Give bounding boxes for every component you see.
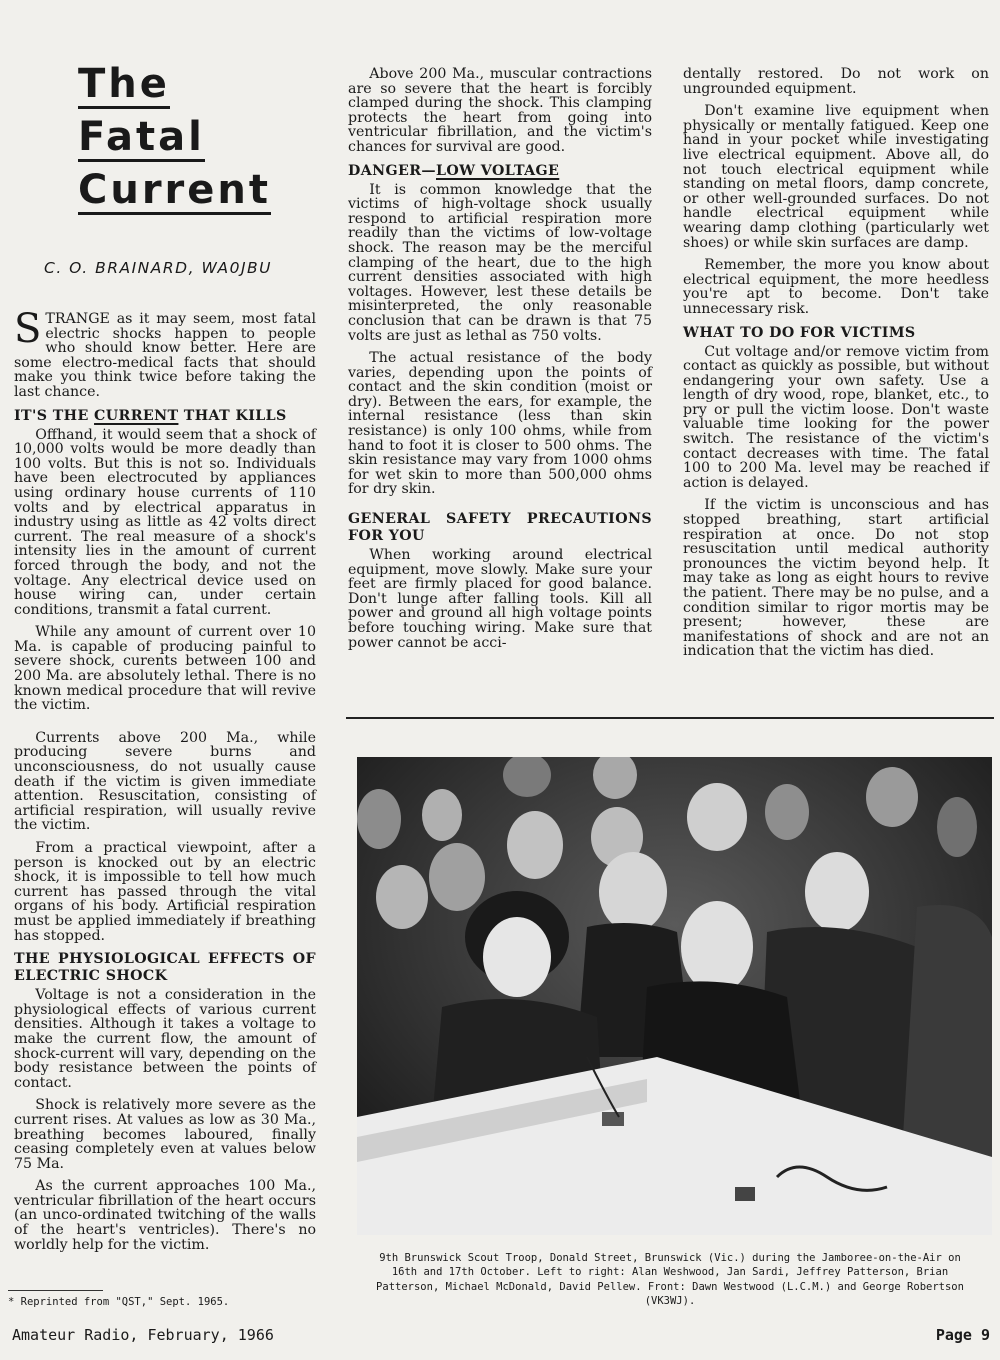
paragraph: Voltage is not a consideration in the physiological effects of various current densities. Although it takes a voltage to make the current flow, the amount of shock-current will vary, depending on the body resistance between the points of contact. — [14, 987, 316, 1091]
footnote-rule — [8, 1290, 103, 1291]
paragraph: dentally restored. Do not work on ungrounded equipment. — [683, 66, 989, 97]
paragraph: Offhand, it would seem that a shock of 10,000 volts would be more deadly than 100 volts. But this is not so. Individuals have been electrocuted by appliances using ordinary house currents of 110 volts and by electrical apparatus in industry using as little as 42 volts direct current. The real measure of a shock's intensity lies in the amount of current forced through the body, and not the voltage. Any electrical device used on house wiring can, under certain conditions, transmit a fatal current. — [14, 426, 316, 618]
paragraph: When working around electrical equipment, move slowly. Make sure your feet are firmly placed for good balance. Don't lunge after falling tools. Kill all power and ground all high voltage points before touching wiring. Make sure that power cannot be acci- — [348, 547, 652, 651]
title-line-3: Current — [78, 167, 272, 213]
paragraph: Don't examine live equipment when physically or mentally fatigued. Keep one hand in your pocket while investigating live electrical equipment. Above all, do not touch electrical equipment while standing on metal floors, damp concrete, or other well-grounded surfaces. Do not handle electrical equipment while wearing damp clothing (particularly wet shoes) or while skin surfaces are damp. — [683, 103, 989, 251]
column-1 — [14, 306, 316, 1260]
heading-what-to-do: WHAT TO DO FOR VICTIMS — [683, 324, 916, 341]
column-3 — [683, 67, 989, 667]
paragraph: Currents above 200 Ma., while producing severe burns and unconsciousness, do not usually cause death if the victim is given immediate attention. Resuscitation, consisting of artificial respiration, will usually revive the victim. — [14, 729, 316, 834]
paragraph: Remember, the more you know about electrical equipment, the more heedless you're apt to become. Don't take unnecessary risk. — [683, 257, 989, 317]
footnote: * Reprinted from "QST," Sept. 1965. — [8, 1296, 230, 1308]
footer-page-number: Page 9 — [935, 1326, 990, 1344]
paragraph: While any amount of current over 10 Ma. is capable of producing painful to severe shock, curents between 100 and 200 Ma. are absolutely lethal. There is no known medical procedure that will revive the victim. — [14, 624, 316, 714]
title-line-2: Fatal — [78, 114, 205, 160]
footer-publication: Amateur Radio, February, 1966 — [12, 1326, 274, 1344]
heading-safety-precautions: GENERAL SAFETY PRECAUTIONS FOR YOU — [348, 511, 652, 545]
photo-caption: 9th Brunswick Scout Troop, Donald Street, Brunswick (Vic.) during the Jamboree-on-the-Air on 16th and 17th October. Left to right: Alan Weshwood, Jan Sardi, Jeffrey Patterson, Brian Patterson, Michael McDonald, David Pellew. Front: Dawn Westwood (L.C.M.) and George Robertson (VK3WJ). — [376, 1252, 964, 1308]
paragraph: Shock is relatively more severe as the current rises. At values as low as 30 Ma., breathing becomes laboured, finally ceasing completely even at values below 75 Ma. — [14, 1097, 316, 1172]
paragraph: Cut voltage and/or remove victim from contact as quickly as possible, but without endangering your own safety. Use a length of dry wood, rope, blanket, etc., to pry or pull the victim loose. Don't waste valuable time looking for the power switch. The resistance of the victim's contact decreases with time. The fatal 100 to 200 Ma. level may be reached if action is delayed. — [683, 343, 989, 491]
paragraph: It is common knowledge that the victims of high-voltage shock usually respond to artificial respiration more readily than the victims of low-voltage shock. The reason may be the merciful clamping of the heart, due to the high current densities associated with high voltages. However, lest these details be misinterpreted, the only reasonable conclusion that can be drawn is that 75 volts are just as lethal as 750 volts. — [348, 181, 652, 344]
heading-physiological-effects: THE PHYSIOLOGICAL EFFECTS OF ELECTRIC SHOCK — [14, 951, 316, 985]
drop-cap: S — [14, 306, 42, 352]
article-title — [78, 62, 278, 215]
paragraph: The actual resistance of the body varies, depending upon the points of contact and the skin condition (moist or dry). Between the ears, for example, the internal resistance (less than skin resistance) is only 100 ohms, while from hand to foot it is closer to 500 ohms. The skin resistance may vary from 1000 ohms for wet skin to more than 500,000 ohms for dry skin. — [348, 350, 652, 498]
paragraph: If the victim is unconscious and has stopped breathing, start artificial respiration at once. Do not stop resuscitation until medical authority pronounces the victim beyond help. It may take as long as eight hours to revive the patient. There may be no pulse, and a condition similar to rigor mortis may be present; however, these are manifestations of shock and are not an indication that the victim has died. — [683, 497, 989, 660]
title-line-1: The — [78, 61, 170, 107]
paragraph: From a practical viewpoint, after a person is knocked out by an electric shock, it is impossible to tell how much current has passed through the vital organs of his body. Artificial respiration must be applied immediately if breathing has stopped. — [14, 840, 316, 944]
scout-troop-photo — [357, 757, 992, 1235]
paragraph: As the current approaches 100 Ma., ventricular fibrillation of the heart occurs (an unco-ordinated twitching of the walls of the heart's ventricles). There's no worldly help for the victim. — [14, 1178, 316, 1253]
heading-low-voltage: DANGER—LOW VOLTAGE — [348, 162, 560, 179]
paragraph: Above 200 Ma., muscular contractions are so severe that the heart is forcibly clamped during the shock. This clamping protects the heart from going into ventricular fibrillation, and the victim's chances for survival are good. — [348, 66, 652, 155]
heading-current-kills: IT'S THE CURRENT THAT KILLS — [14, 407, 287, 424]
byline: C. O. BRAINARD, WA0JBU — [44, 259, 273, 277]
intro-paragraph: STRANGE as it may seem, most fatal electric shocks happen to people who should know better. Here are some electro-medical facts that should make you think twice before taking the last chance. — [14, 306, 316, 400]
photo-illustration — [357, 757, 992, 1235]
section-divider — [346, 717, 994, 719]
column-2 — [348, 67, 652, 658]
